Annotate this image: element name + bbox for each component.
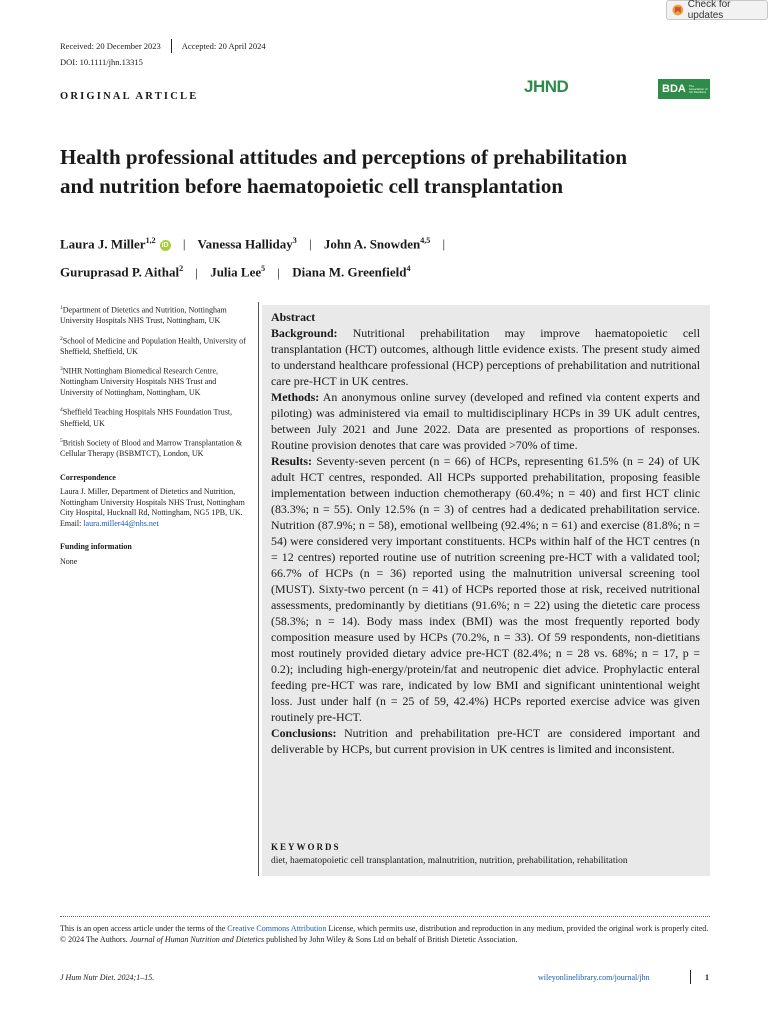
funding-heading: Funding information [60,542,132,552]
affiliation: $^1$Department of Dietetics and Nutrition, Nottingham University Hospitals NHS Trust, Nottingham, UK [60,305,227,326]
keywords-section [262,832,710,876]
abstract-background: Background: Nutritional prehabilitation may improve haematopoietic cell transplantation (HCT) outcomes, although little evidence exists. The present study aimed to understand healthcare professional (HCP) perceptions of prehabilitation and nutritional care pre-HCT in UK centres. [271,326,700,388]
correspondence-heading: Correspondence [60,472,116,482]
keywords-label: KEYWORDS [271,842,341,852]
crossmark-icon [672,4,684,16]
journal-url-link[interactable]: wileyonlinelibrary.com/journal/jhn [538,973,650,982]
check-for-updates-label: Check for updates [687,0,731,21]
author-name[interactable]: Guruprasad P. Aithal [60,264,180,280]
publication-dates [60,39,266,53]
check-for-updates-button[interactable] [666,0,768,20]
accepted-date: Accepted: 20 April 2024 [181,41,266,51]
doi[interactable]: DOI: 10.1111/jhn.13315 [60,57,143,67]
journal-logos [524,77,710,99]
cc-license-link[interactable]: Creative Commons Attribution [227,924,327,933]
abstract-results: Results: Seventy-seven percent (n = 66) of HCPs, representing 61.5% (n = 24) of UK adult HCT centres, responded. All HCPs supported prehabilitation, proposing feasible implementation between induction chemotherapy (60.4%; n = 40) and first HCT clinic (83.3%; n = 55). Only 12.5% (n = 3) of centres had a dedicated prehabilitation service. Nutrition (87.9%; n = 58), emotional wellbeing (92.4%; n = 61) and exercise (81.8%; n = 54) were considered very important constituents. HCPs within half of the HCT centres (n = 12 centres) reported routine use of nutrition screening pre-HCT with a validated tool; 66.7% of HCPs (n = 36) reported using the malnutrition universal screening tool (MUST). Sixty-two percent (n = 41) of HCPs reported those at risk, received nutritional assessments, predominantly by dietitians (91.6%; n = 22) using the dietetic care process (58.3%; n = 14). Body mass index (BMI) was the most frequently reported body composition measure used by HCPs (70.2%, n = 33). Of 59 respondents, non-dietitians most routinely provided dietary advice pre-HCT (82.4%; n = 28 vs. 68%; n = 17, p = 0.2); including high-energy/protein/fat and neutropenic diet advice. Prophylactic enteral feeding pre-HCT was rare, indicated by low BMI and significant unintentional weight loss. Just under half (n = 25 of 59, 42.4%) HCPs reported exercise advice was given routinely pre-HCT. [271,454,700,724]
author-name[interactable]: Laura J. Miller [60,236,146,252]
date-divider [171,39,172,53]
footer-divider [690,970,691,984]
received-date: Received: 20 December 2023 [60,41,161,51]
keywords-text: diet, haematopoietic cell transplantation, malnutrition, nutrition, prehabilitation, rehabilitation [271,856,628,866]
affiliation: $^2$School of Medicine and Population Health, University of Sheffield, Sheffield, UK [60,335,246,356]
bda-logo: BDA The Association of UK Dietitians [658,79,710,99]
abstract-conclusions: Conclusions: Nutrition and prehabilitation pre-HCT are considered important and deliverable by HCPs, but current provision in UK centres is limited and inconsistent. [271,726,700,756]
title-line-1: Health professional attitudes and perceptions of prehabilitation [60,145,628,169]
title-line-2: and nutrition before haematopoietic cell transplantation [60,174,564,198]
column-divider [258,302,259,876]
article-type: ORIGINAL ARTICLE [60,91,199,102]
author-list [60,228,720,285]
affiliation: $^5$British Society of Blood and Marrow Transplantation & Cellular Therapy (BSBMTCT), London, UK [60,438,243,459]
affiliation: $^4$Sheffield Teaching Hospitals NHS Foundation Trust, Sheffield, UK [60,407,233,428]
author-line-1: Laura J. Miller$^{1,2}$iD | Vanessa Halliday$^3$ | John A. Snowden$^{4,5}$ | [60,236,446,252]
author-name[interactable]: Diana M. Greenfield [292,264,407,280]
affiliation: $^3$NIHR Nottingham Biomedical Research Centre, Nottingham University Hospitals NHS Trust and University of Nottingham, Nottingham, UK [60,366,219,397]
jhnd-logo: JHND [524,77,569,96]
author-name[interactable]: John A. Snowden [323,236,421,252]
orcid-icon[interactable]: iD [161,242,169,250]
footer-citation: J Hum Nutr Diet. 2024;1–15. [60,973,155,982]
funding-text: None [60,556,78,566]
author-name[interactable]: Julia Lee [210,264,262,280]
license-divider [60,916,710,917]
abstract-methods: Methods: An anonymous online survey (developed and refined via content experts and piloting) was administered via email to multidisciplinary HCPs in 39 UK adult centres, between July 2021 and June 2022. Data are presented as proportions of responses. Routine provision denotes that care was provided >70% of time. [271,390,700,452]
abstract-box [262,305,710,832]
affiliations-sidebar [60,303,250,567]
correspondence-text: Laura J. Miller, Department of Dietetics and Nutrition, Nottingham University Hospitals NHS Trust, Nottingham City Hospital, Hucknall Rd, Nottingham, NG5 1PB, UK. Email: laura.miller44@nhs.net [60,487,245,528]
page-number: 1 [705,973,709,982]
abstract-heading: Abstract [271,310,316,324]
author-name[interactable]: Vanessa Halliday [197,236,293,252]
article-title [60,143,720,201]
license-notice: This is an open access article under the terms of the Creative Commons Attribution License, which permits use, distribution and reproduction in any medium, provided the original work is properly cited. © 2024 The Authors. Journal of Human Nutrition and Dietetics published by John Wiley & Sons Ltd on behalf of British Dietetic Association. [60,924,709,944]
author-line-2: Guruprasad P. Aithal$^2$ | Julia Lee$^5$ | Diana M. Greenfield$^4$ [60,264,411,280]
email-link[interactable]: laura.miller44@nhs.net [83,518,159,528]
